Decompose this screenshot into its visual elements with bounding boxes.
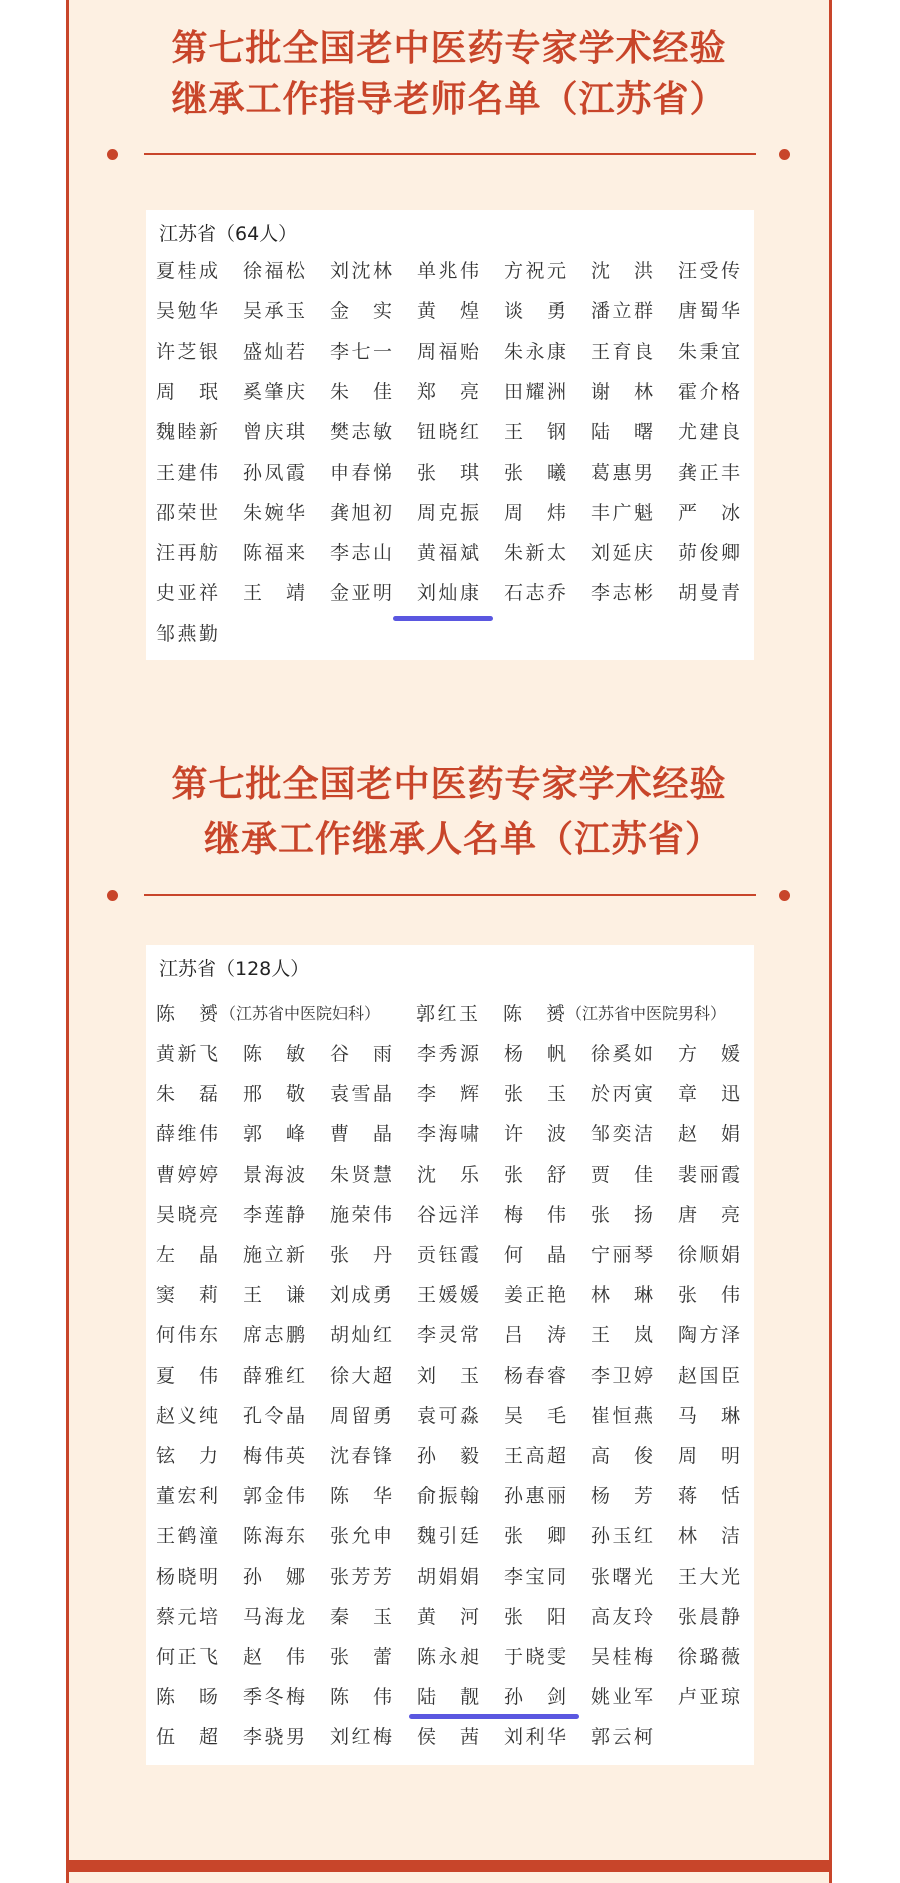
name-entry: 杨春睿 (504, 1364, 566, 1387)
name-entry: 汪受传 (678, 260, 740, 282)
name-entry: 何正飞 (156, 1646, 218, 1668)
name-entry: 李秀源 (417, 1043, 479, 1065)
name-entry: 梅伟英 (243, 1445, 305, 1467)
name-entry: 黄福斌 (417, 542, 479, 565)
name-entry: 王媛媛 (417, 1284, 479, 1307)
name-entry: 侯 茜 (417, 1726, 479, 1749)
name-entry: 陆 靓 (417, 1686, 479, 1709)
rule-dot-right (779, 149, 790, 160)
name-entry: 孙 毅 (417, 1445, 479, 1467)
name-entry: 陈 赟 (156, 1003, 218, 1025)
name-entry: 吴 毛 (504, 1404, 566, 1427)
name-entry: 林 洁 (678, 1525, 740, 1548)
name-entry: 张 卿 (504, 1525, 566, 1548)
name-entry: 铉 力 (156, 1445, 218, 1467)
name-entry: 徐璐薇 (678, 1646, 740, 1668)
name-entry: 陈 伟 (330, 1686, 392, 1709)
name-entry: 梅 伟 (504, 1203, 566, 1226)
name-entry: 黄新飞 (156, 1043, 218, 1065)
name-entry: 徐福松 (243, 260, 305, 282)
name-entry: 刘红梅 (330, 1726, 392, 1749)
name-entry: 于晓雯 (504, 1646, 566, 1668)
name-entry: 贾 佳 (591, 1163, 653, 1186)
section1-header: 江苏省（64人） (159, 223, 298, 245)
name-entry: 李 辉 (417, 1083, 479, 1106)
name-entry: 孔令晶 (243, 1404, 305, 1427)
section1-divider (144, 153, 756, 155)
section2-title-line1: 第七批全国老中医药专家学术经验 (171, 764, 727, 805)
name-entry: 徐奚如 (591, 1043, 653, 1065)
name-entry: 於丙寅 (591, 1083, 653, 1106)
name-entry: 王 谦 (243, 1284, 305, 1307)
name-entry: 高友玲 (591, 1605, 653, 1628)
mentor-list-card (146, 210, 754, 660)
name-entry: 张 扬 (591, 1203, 653, 1226)
name-entry: 徐大超 (330, 1364, 392, 1387)
name-entry: 张 玉 (504, 1083, 566, 1106)
section2-divider (144, 894, 756, 896)
highlight-underline (409, 1714, 579, 1719)
rule-dot-left (107, 890, 118, 901)
name-entry: 王鹤潼 (156, 1525, 218, 1548)
name-entry: 施荣伟 (330, 1203, 392, 1226)
name-entry: 景海波 (243, 1163, 305, 1186)
name-entry: 汪再舫 (156, 542, 218, 565)
section2-title-line2: 继承工作继承人名单（江苏省） (203, 819, 722, 860)
name-entry: 李卫婷 (591, 1364, 653, 1387)
name-entry: 朱婉华 (243, 501, 305, 524)
name-entry: 吕 涛 (504, 1324, 566, 1347)
name-entry: 石志乔 (504, 582, 566, 605)
name-entry: 郭金伟 (243, 1485, 305, 1508)
name-entry: 黄 煌 (417, 300, 479, 323)
name-entry: 沈春锋 (330, 1445, 392, 1467)
name-entry: 郑 亮 (417, 380, 479, 403)
name-entry: 金亚明 (330, 582, 392, 605)
name-entry: 陈永昶 (417, 1646, 479, 1668)
name-entry: 魏睦新 (156, 421, 218, 444)
name-entry: 伍 超 (156, 1726, 218, 1749)
name-entry: 薛维伟 (156, 1123, 218, 1146)
name-entry: 赵国臣 (678, 1364, 740, 1387)
name-entry: 龚旭初 (330, 501, 392, 524)
section1-title-line1: 第七批全国老中医药专家学术经验 (171, 28, 727, 69)
name-entry: 周 珉 (156, 380, 218, 403)
name-entry: 张 曦 (504, 461, 566, 484)
name-entry: 蒋 恬 (678, 1485, 740, 1508)
name-entry: 袁雪晶 (330, 1083, 392, 1106)
name-entry: 丰广魁 (591, 501, 653, 524)
name-entry: 马海龙 (243, 1605, 305, 1628)
name-entry: 刘成勇 (330, 1284, 392, 1307)
name-entry: 谈 勇 (504, 300, 566, 323)
name-entry: 刘灿康 (417, 582, 479, 605)
name-entry: 刘沈林 (330, 260, 392, 282)
name-entry: 朱永康 (504, 340, 566, 363)
name-entry: 尤建良 (678, 421, 740, 444)
name-entry: 曹婷婷 (156, 1163, 218, 1186)
name-entry: 许 波 (504, 1123, 566, 1146)
name-entry: 王建伟 (156, 461, 218, 484)
name-entry: 沈 乐 (417, 1163, 479, 1186)
name-entry: 胡灿红 (330, 1324, 392, 1347)
name-entry: 郭 峰 (243, 1123, 305, 1146)
name-entry: 魏引廷 (417, 1525, 479, 1548)
name-entry: 宁丽琴 (591, 1244, 653, 1266)
name-entry: 张晨静 (678, 1605, 740, 1628)
name-entry: 樊志敏 (330, 421, 392, 444)
name-entry: 王 岚 (591, 1324, 653, 1347)
name-entry: 吴承玉 (243, 300, 305, 323)
name-entry: 曹 晶 (330, 1123, 392, 1146)
name-entry: 胡娟娟 (417, 1565, 479, 1588)
name-entry: 姚业军 (591, 1686, 653, 1709)
name-entry: 何伟东 (156, 1324, 218, 1347)
name-entry: 郭红玉 (416, 1003, 478, 1025)
name-entry: 吴勉华 (156, 300, 218, 323)
name-entry: 陈 敏 (243, 1043, 305, 1065)
name-entry: 申春悌 (330, 461, 392, 484)
name-entry: 张 伟 (678, 1284, 740, 1307)
name-entry: 周福贻 (417, 340, 479, 363)
name-entry: 吴晓亮 (156, 1203, 218, 1226)
rule-dot-right (779, 890, 790, 901)
name-entry: 谷远洋 (417, 1203, 479, 1226)
name-entry: 袁可淼 (417, 1404, 479, 1427)
name-entry: 朱秉宜 (678, 340, 740, 363)
name-entry: 孙惠丽 (504, 1485, 566, 1508)
name-entry: 张芳芳 (330, 1565, 392, 1588)
name-entry: 杨 芳 (591, 1485, 653, 1508)
name-entry: 周留勇 (330, 1404, 392, 1427)
name-entry: 史亚祥 (156, 582, 218, 605)
name-entry: 杨晓明 (156, 1565, 218, 1588)
name-entry: 姜正艳 (504, 1284, 566, 1307)
name-entry: 左 晶 (156, 1244, 218, 1266)
bottom-border (66, 1860, 832, 1872)
name-entry: 张 舒 (504, 1163, 566, 1186)
name-entry: 张 丹 (330, 1244, 392, 1266)
name-entry: 赵 娟 (678, 1123, 740, 1146)
name-entry: 朱贤慧 (330, 1163, 392, 1186)
name-entry: 田耀洲 (504, 380, 566, 403)
name-entry: 李灵常 (417, 1324, 479, 1347)
name-entry: 周 炜 (504, 501, 566, 524)
name-entry: 夏 伟 (156, 1364, 218, 1387)
name-entry: 李骁男 (243, 1726, 305, 1749)
name-entry: 徐顺娟 (678, 1244, 740, 1266)
name-entry: 盛灿若 (243, 340, 305, 363)
name-entry: 唐蜀华 (678, 300, 740, 323)
name-entry: 胡曼青 (678, 582, 740, 605)
name-entry: 许芝银 (156, 340, 218, 363)
name-entry: 高 俊 (591, 1445, 653, 1467)
name-entry: 陈 旸 (156, 1686, 218, 1709)
name-entry: 刘延庆 (591, 542, 653, 565)
name-entry: 赵义纯 (156, 1404, 218, 1427)
section1-title-line2: 继承工作指导老师名单（江苏省） (171, 79, 727, 120)
name-entry: 邹奕洁 (591, 1123, 653, 1146)
name-entry: 沈 洪 (591, 260, 653, 282)
name-entry: 李宝同 (504, 1565, 566, 1588)
name-entry: 刘利华 (504, 1726, 566, 1749)
name-entry: 张 阳 (504, 1605, 566, 1628)
name-entry: 薛雅红 (243, 1364, 305, 1387)
name-entry: 王高超 (504, 1445, 566, 1467)
name-entry: 孙 剑 (504, 1686, 566, 1709)
name-entry: 吴桂梅 (591, 1646, 653, 1668)
section2-header: 江苏省（128人） (159, 958, 310, 980)
name-entry: 唐 亮 (678, 1203, 740, 1226)
name-entry: 霍介格 (678, 380, 740, 403)
name-entry: 张 琪 (417, 461, 479, 484)
name-entry: 陈海东 (243, 1525, 305, 1548)
name-entry: 茆俊卿 (678, 542, 740, 565)
name-note: （江苏省中医院男科） (566, 1004, 727, 1023)
name-entry: 张曙光 (591, 1565, 653, 1588)
name-entry: 刘 玉 (417, 1364, 479, 1387)
name-entry: 潘立群 (591, 300, 653, 323)
name-entry: 方 媛 (678, 1043, 740, 1065)
name-entry: 朱 磊 (156, 1083, 218, 1106)
name-entry: 蔡元培 (156, 1605, 218, 1628)
name-entry: 邵荣世 (156, 501, 218, 524)
name-entry: 谢 林 (591, 380, 653, 403)
name-entry: 王育良 (591, 340, 653, 363)
name-entry: 方祝元 (504, 260, 566, 282)
name-entry: 王 钢 (504, 421, 566, 444)
name-entry: 施立新 (243, 1244, 305, 1266)
name-entry: 俞振翰 (417, 1485, 479, 1508)
rule-dot-left (107, 149, 118, 160)
name-entry: 王 靖 (243, 582, 305, 605)
name-entry: 马 琳 (678, 1404, 740, 1427)
name-entry: 葛惠男 (591, 461, 653, 484)
name-entry: 陈福来 (243, 542, 305, 565)
highlight-underline (393, 616, 493, 621)
name-entry: 周 明 (678, 1445, 740, 1467)
name-entry: 曾庆琪 (243, 421, 305, 444)
successor-list-card (146, 945, 754, 1765)
name-entry: 陈 赟 (503, 1003, 565, 1025)
name-entry: 何 晶 (504, 1244, 566, 1266)
name-entry: 孙凤霞 (243, 461, 305, 484)
name-entry: 谷 雨 (330, 1043, 392, 1065)
name-entry: 李海啸 (417, 1123, 479, 1146)
name-entry: 龚正丰 (678, 461, 740, 484)
name-entry: 单兆伟 (417, 260, 479, 282)
name-entry: 李七一 (330, 340, 392, 363)
name-entry: 夏桂成 (156, 260, 218, 282)
name-entry: 李莲静 (243, 1203, 305, 1226)
name-entry: 张 蕾 (330, 1646, 392, 1668)
name-entry: 金 实 (330, 300, 392, 323)
name-entry: 周克振 (417, 501, 479, 524)
name-entry: 孙 娜 (243, 1565, 305, 1588)
name-entry: 董宏利 (156, 1485, 218, 1508)
name-entry: 李志彬 (591, 582, 653, 605)
name-entry: 章 迅 (678, 1083, 740, 1106)
name-entry: 陈 华 (330, 1485, 392, 1508)
name-entry: 邢 敬 (243, 1083, 305, 1106)
name-entry: 林 琳 (591, 1284, 653, 1307)
name-entry: 李志山 (330, 542, 392, 565)
name-entry: 崔恒燕 (591, 1404, 653, 1427)
name-entry: 杨 帆 (504, 1043, 566, 1065)
name-entry: 贡钰霞 (417, 1244, 479, 1266)
name-entry: 奚肇庆 (243, 380, 305, 403)
name-entry: 王大光 (678, 1565, 740, 1588)
name-entry: 窦 莉 (156, 1284, 218, 1307)
name-entry: 朱新太 (504, 542, 566, 565)
name-entry: 陶方泽 (678, 1324, 740, 1347)
name-entry: 黄 河 (417, 1605, 479, 1628)
name-entry: 朱 佳 (330, 380, 392, 403)
name-entry: 郭云柯 (591, 1726, 653, 1749)
name-entry: 秦 玉 (330, 1605, 392, 1628)
name-note: （江苏省中医院妇科） (220, 1004, 381, 1023)
name-entry: 严 冰 (678, 501, 740, 524)
name-entry: 季冬梅 (243, 1686, 305, 1709)
name-entry: 陆 曙 (591, 421, 653, 444)
name-entry: 孙玉红 (591, 1525, 653, 1548)
name-entry: 邹燕勤 (156, 622, 218, 645)
name-entry: 裴丽霞 (678, 1163, 740, 1186)
name-entry: 张允申 (330, 1525, 392, 1548)
name-entry: 赵 伟 (243, 1646, 305, 1668)
name-entry: 席志鹏 (243, 1324, 305, 1347)
name-entry: 卢亚琼 (678, 1686, 740, 1709)
name-entry: 钮晓红 (417, 421, 479, 444)
